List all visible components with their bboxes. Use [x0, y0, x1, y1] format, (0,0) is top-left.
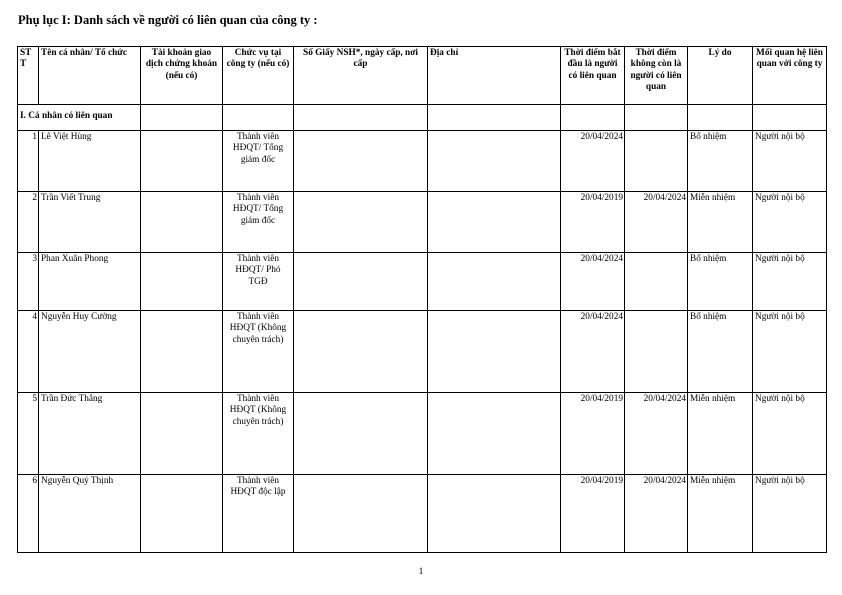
row-start-date: 20/04/2019	[561, 192, 625, 253]
row-name: Trần Đức Thắng	[39, 393, 141, 475]
header-id-document: Số Giấy NSH*, ngày cấp, nơi cấp	[294, 47, 428, 105]
document-title: Phụ lục I: Danh sách về người có liên quan của công ty :	[18, 13, 318, 27]
row-start-date: 20/04/2019	[561, 475, 625, 553]
row-reason: Miễn nhiệm	[688, 192, 753, 253]
row-account	[141, 253, 223, 311]
row-account	[141, 192, 223, 253]
table-row	[18, 253, 827, 311]
table-row	[18, 131, 827, 192]
row-relation: Người nội bộ	[753, 253, 827, 311]
row-position: Thành viên HĐQT (Không chuyên trách)	[223, 393, 294, 475]
row-address	[428, 393, 561, 475]
row-account	[141, 131, 223, 192]
page-number: 1	[418, 567, 424, 577]
header-position: Chức vụ tại công ty (nếu có)	[223, 47, 294, 105]
related-persons-table	[17, 46, 827, 553]
cell	[561, 105, 625, 131]
header-name: Tên cá nhân/ Tổ chức	[39, 47, 141, 105]
row-id-document	[294, 253, 428, 311]
row-name: Lê Việt Hùng	[39, 131, 141, 192]
row-address	[428, 131, 561, 192]
row-stt: 4	[18, 311, 39, 393]
row-relation: Người nội bộ	[753, 311, 827, 393]
cell	[223, 105, 294, 131]
header-relation: Mối quan hệ liên quan với công ty	[753, 47, 827, 105]
table-row	[18, 311, 827, 393]
row-reason: Bổ nhiệm	[688, 253, 753, 311]
row-id-document	[294, 475, 428, 553]
row-end-date	[625, 311, 688, 393]
row-position: Thành viên HĐQT/ Phó TGĐ	[223, 253, 294, 311]
row-start-date: 20/04/2024	[561, 253, 625, 311]
row-relation: Người nội bộ	[753, 393, 827, 475]
row-address	[428, 253, 561, 311]
table-row	[18, 475, 827, 553]
row-reason: Bổ nhiệm	[688, 311, 753, 393]
row-reason: Miễn nhiệm	[688, 393, 753, 475]
row-account	[141, 393, 223, 475]
row-position: Thành viên HĐQT/ Tổng giám đốc	[223, 192, 294, 253]
row-address	[428, 192, 561, 253]
row-address	[428, 311, 561, 393]
row-end-date: 20/04/2024	[625, 475, 688, 553]
header-address: Địa chỉ	[428, 47, 561, 105]
cell	[141, 105, 223, 131]
cell	[753, 105, 827, 131]
row-name: Nguyễn Quý Thịnh	[39, 475, 141, 553]
row-id-document	[294, 311, 428, 393]
row-relation: Người nội bộ	[753, 192, 827, 253]
row-name: Phan Xuân Phong	[39, 253, 141, 311]
header-start-date: Thời điểm bắt đầu là người có liên quan	[561, 47, 625, 105]
row-id-document	[294, 192, 428, 253]
row-reason: Bổ nhiệm	[688, 131, 753, 192]
row-end-date	[625, 131, 688, 192]
row-start-date: 20/04/2024	[561, 311, 625, 393]
header-end-date: Thời điểm không còn là người có liên quan	[625, 47, 688, 105]
row-address	[428, 475, 561, 553]
row-start-date: 20/04/2024	[561, 131, 625, 192]
row-name: Trần Viết Trung	[39, 192, 141, 253]
cell	[625, 105, 688, 131]
row-relation: Người nội bộ	[753, 475, 827, 553]
header-row	[18, 47, 827, 105]
row-stt: 3	[18, 253, 39, 311]
row-stt: 1	[18, 131, 39, 192]
row-position: Thành viên HĐQT độc lập	[223, 475, 294, 553]
row-reason: Miễn nhiệm	[688, 475, 753, 553]
row-stt: 6	[18, 475, 39, 553]
row-position: Thành viên HĐQT/ Tổng giám đốc	[223, 131, 294, 192]
row-end-date	[625, 253, 688, 311]
table-row	[18, 393, 827, 475]
row-account	[141, 311, 223, 393]
section-row	[18, 105, 827, 131]
row-stt: 5	[18, 393, 39, 475]
table-row	[18, 192, 827, 253]
row-relation: Người nội bộ	[753, 131, 827, 192]
row-end-date: 20/04/2024	[625, 192, 688, 253]
row-end-date: 20/04/2024	[625, 393, 688, 475]
header-account: Tài khoản giao dịch chứng khoán (nếu có)	[141, 47, 223, 105]
header-reason: Lý do	[688, 47, 753, 105]
row-id-document	[294, 131, 428, 192]
row-name: Nguyễn Huy Cường	[39, 311, 141, 393]
row-account	[141, 475, 223, 553]
row-position: Thành viên HĐQT (Không chuyên trách)	[223, 311, 294, 393]
row-start-date: 20/04/2019	[561, 393, 625, 475]
row-stt: 2	[18, 192, 39, 253]
cell	[294, 105, 428, 131]
section-label: I. Cá nhân có liên quan	[18, 105, 141, 131]
header-stt: ST T	[18, 47, 39, 105]
row-id-document	[294, 393, 428, 475]
cell	[428, 105, 561, 131]
cell	[688, 105, 753, 131]
